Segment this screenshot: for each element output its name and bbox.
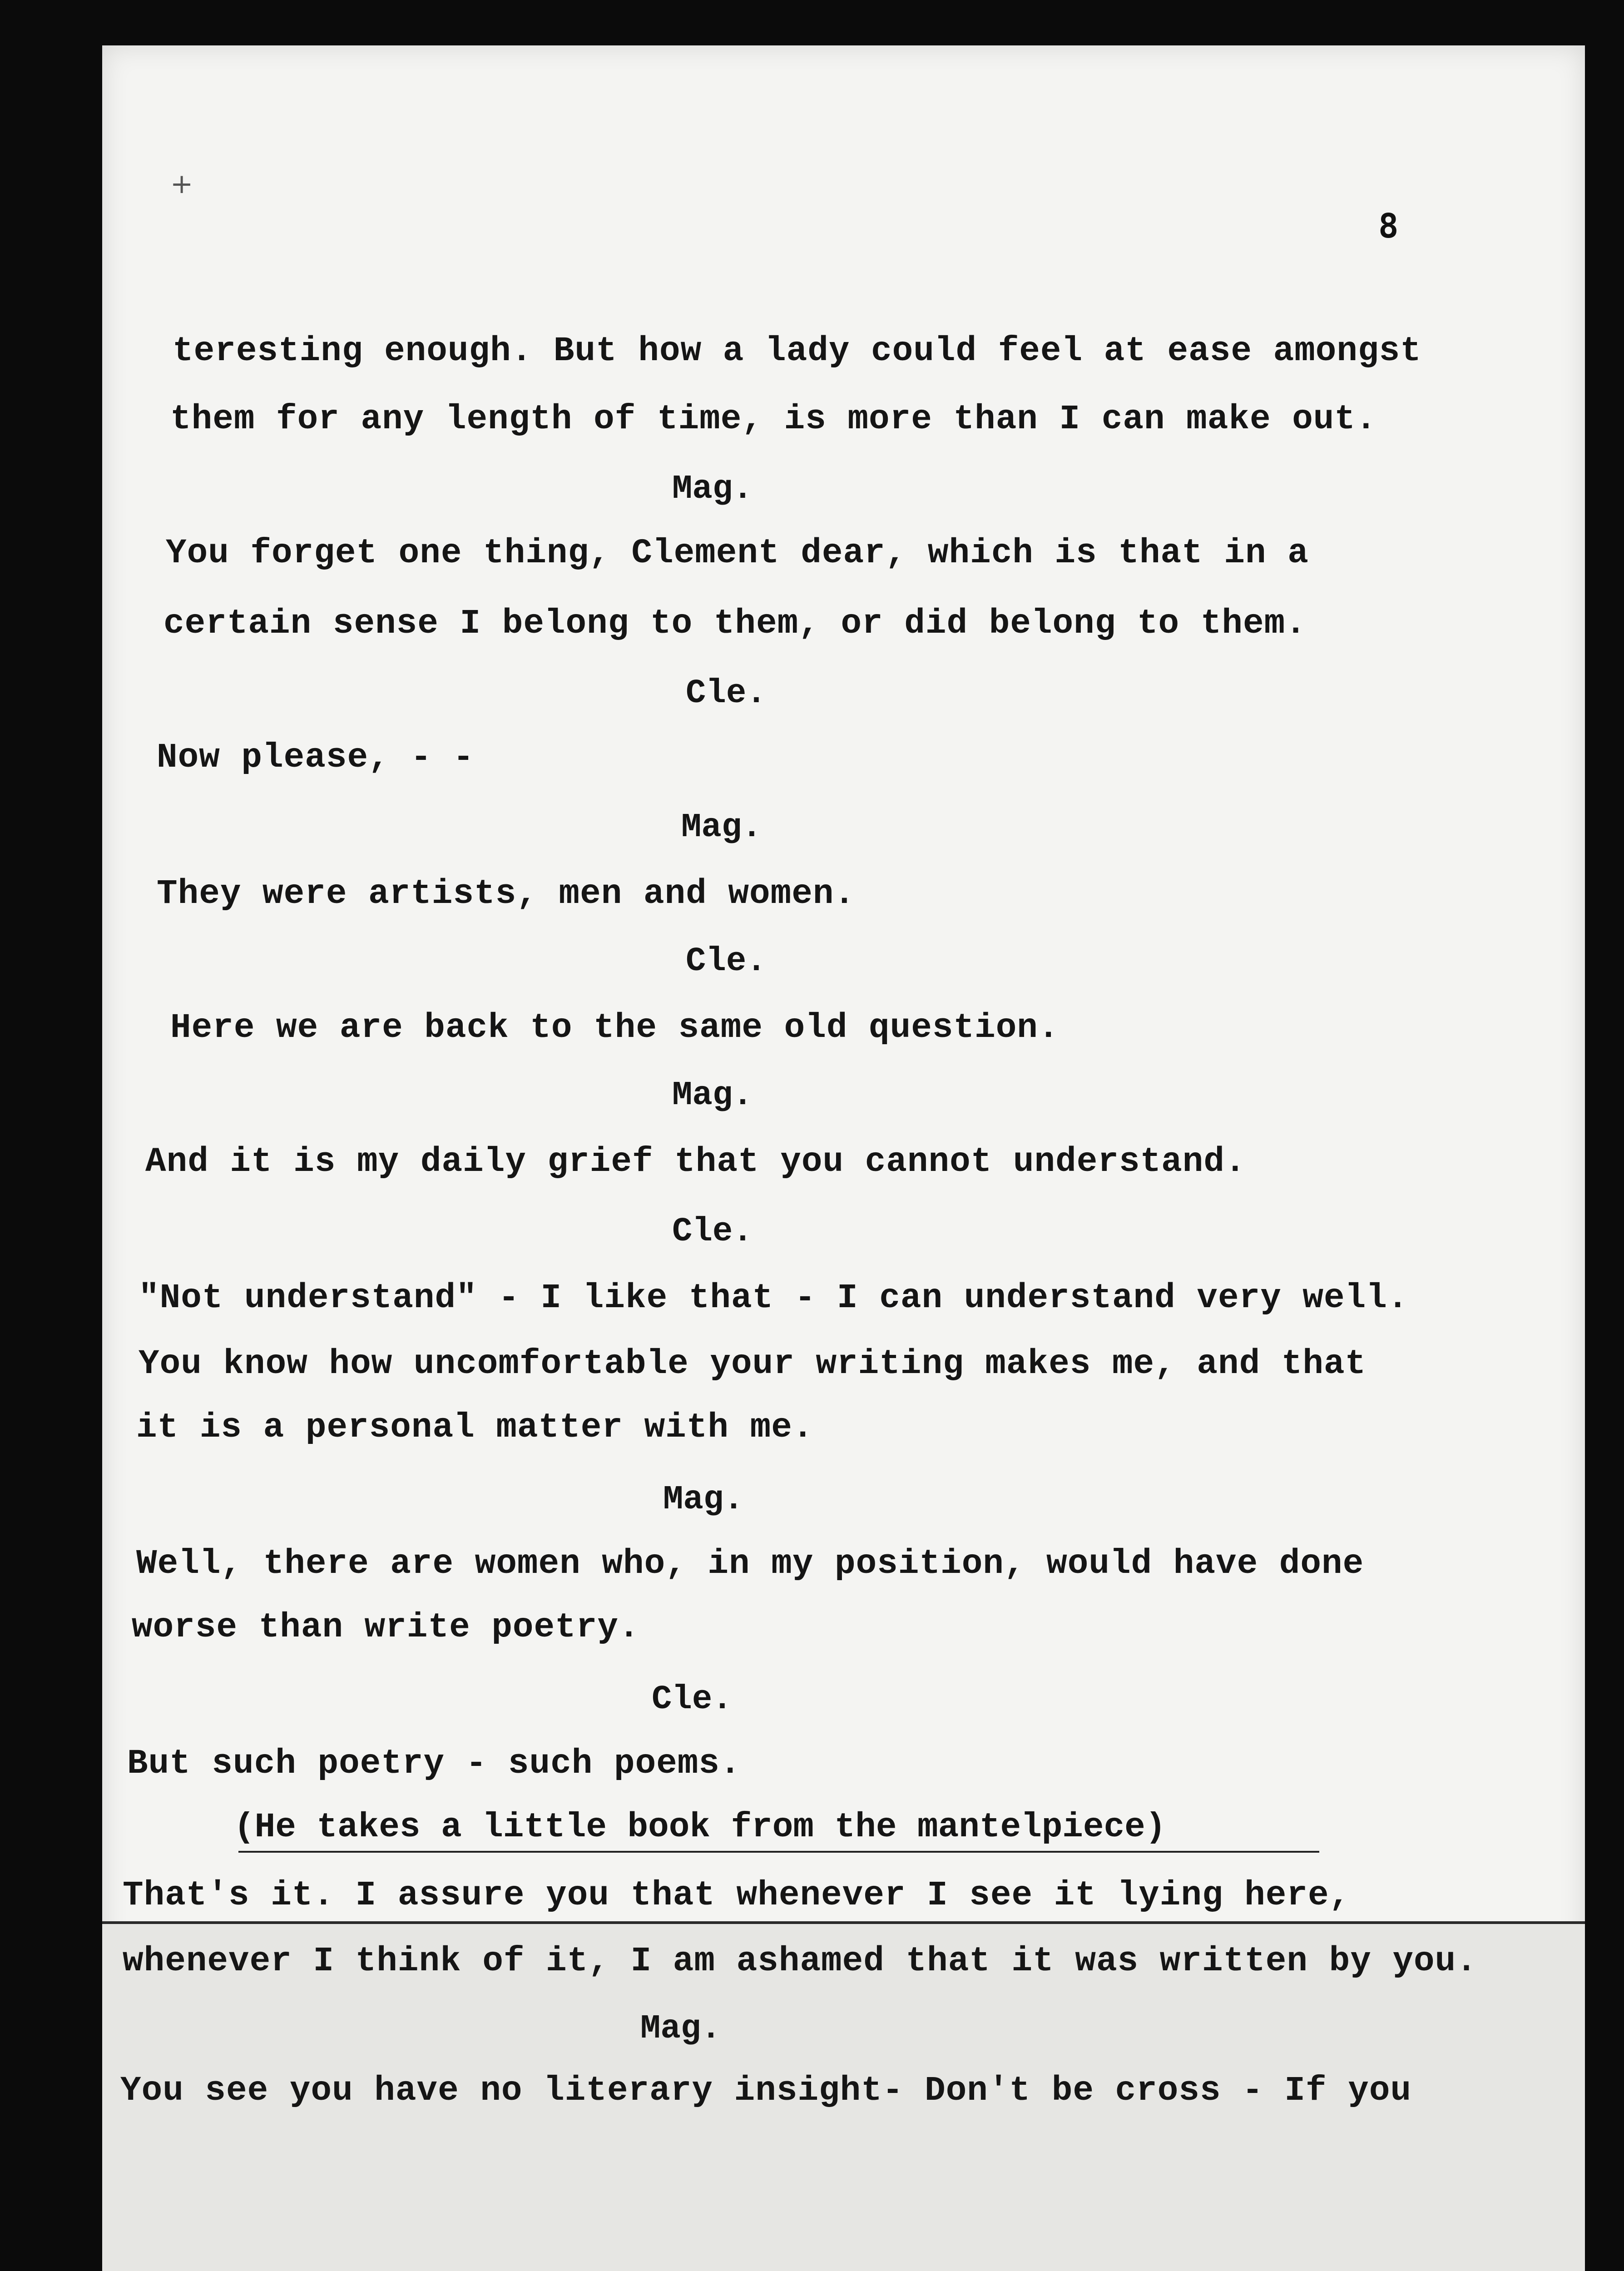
script-line: certain sense I belong to them, or did belong to them. — [163, 604, 1307, 643]
script-line: Here we are back to the same old question. — [170, 1008, 1060, 1047]
script-line: But such poetry - such poems. — [127, 1744, 741, 1783]
script-line: You know how uncomfortable your writing makes me, and that — [139, 1344, 1367, 1383]
speaker-label: Cle. — [652, 1681, 733, 1719]
script-line: it is a personal matter with me. — [136, 1408, 814, 1447]
script-line: them for any length of time, is more than I can make out. — [170, 400, 1377, 439]
speaker-label: Mag. — [640, 2010, 721, 2048]
script-line: "Not understand" - I like that - I can understand very well. — [139, 1279, 1409, 1318]
script-line: They were artists, men and women. — [157, 874, 856, 913]
script-line: You forget one thing, Clement dear, which is that in a — [166, 534, 1309, 573]
page-number: 8 — [1378, 207, 1399, 246]
speaker-label: Mag. — [672, 1076, 753, 1115]
speaker-label: Mag. — [663, 1481, 744, 1519]
script-line: Well, there are women who, in my position, would have done — [136, 1544, 1364, 1583]
stage-direction: (He takes a little book from the mantelpiece) — [234, 1808, 1166, 1847]
script-line: Now please, - - — [157, 738, 475, 777]
speaker-label: Cle. — [672, 1213, 753, 1251]
script-line: whenever I think of it, I am ashamed that it was written by you. — [123, 1942, 1477, 1981]
script-line: worse than write poetry. — [132, 1608, 640, 1647]
pencil-mark: + — [170, 168, 193, 200]
speaker-label: Mag. — [681, 808, 762, 847]
script-line: teresting enough. But how a lady could feel at ease amongst — [173, 332, 1421, 371]
script-line: That's it. I assure you that whenever I see it lying here, — [123, 1876, 1351, 1915]
speaker-label: Cle. — [686, 942, 767, 981]
typescript-page — [102, 45, 1585, 2271]
stage-direction-underline — [238, 1851, 1319, 1853]
script-line: You see you have no literary insight- Don't be cross - If you — [120, 2071, 1412, 2110]
speaker-label: Cle. — [686, 674, 767, 713]
script-line: And it is my daily grief that you cannot understand. — [145, 1142, 1246, 1181]
fold-line — [102, 1921, 1585, 1924]
speaker-label: Mag. — [672, 470, 753, 508]
